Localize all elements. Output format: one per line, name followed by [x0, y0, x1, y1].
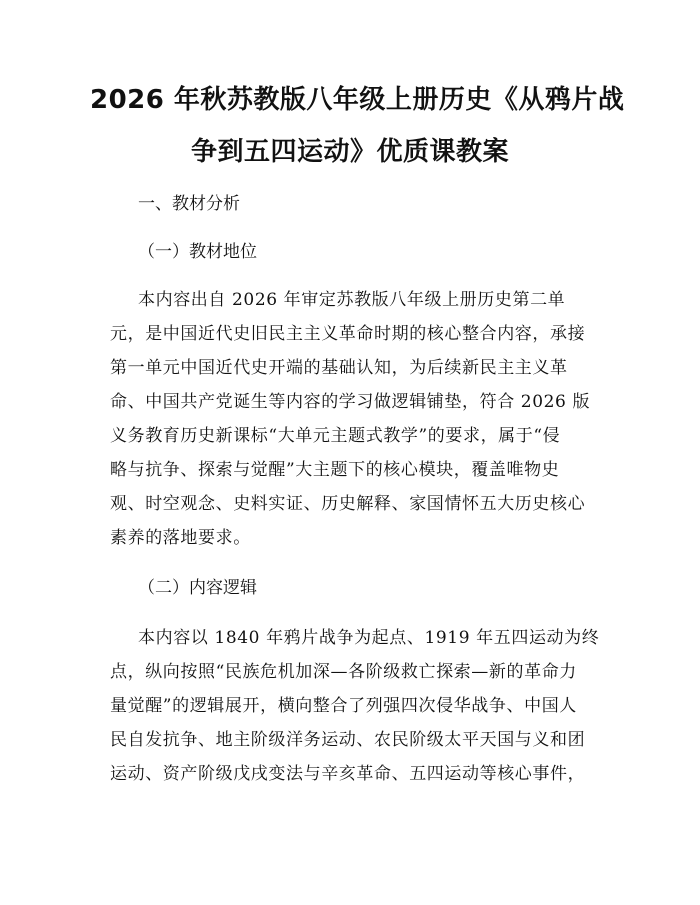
- paragraph-line: 命、中国共产党诞生等内容的学习做逻辑铺垫，符合 2026 版: [110, 392, 591, 412]
- paragraph-line: 第一单元中国近代史开端的基础认知，为后续新民主主义革: [110, 358, 568, 378]
- subsection-heading-textbook-status: （一）教材地位: [138, 242, 257, 262]
- paragraph-line: 本内容出自 2026 年审定苏教版八年级上册历史第二单: [138, 290, 566, 310]
- paragraph-line: 本内容以 1840 年鸦片战争为起点、1919 年五四运动为终: [138, 628, 600, 648]
- paragraph-line: 民自发抗争、地主阶级洋务运动、农民阶级太平天国与义和团: [110, 730, 586, 750]
- paragraph-line: 观、时空观念、史料实证、历史解释、家国情怀五大历史核心: [110, 494, 586, 514]
- subsection-heading-content-logic: （二）内容逻辑: [138, 578, 257, 598]
- paragraph-line: 义务教育历史新课标“大单元主题式教学”的要求，属于“侵: [110, 426, 561, 446]
- paragraph-line: 点，纵向按照“民族危机加深—各阶级救亡探索—新的革命力: [110, 662, 577, 682]
- document-title-line-2: 争到五四运动》优质课教案: [190, 137, 509, 167]
- paragraph-line: 运动、资产阶级戊戌变法与辛亥革命、五四运动等核心事件，: [110, 764, 586, 784]
- paragraph-line: 素养的落地要求。: [110, 528, 251, 548]
- document-title-line-1: 2026 年秋苏教版八年级上册历史《从鸦片战: [90, 85, 625, 115]
- paragraph-line: 元，是中国近代史旧民主主义革命时期的核心整合内容，承接: [110, 324, 586, 344]
- paragraph-line: 量觉醒”的逻辑展开，横向整合了列强四次侵华战争、中国人: [110, 696, 577, 716]
- section-heading-textbook-analysis: 一、教材分析: [138, 194, 240, 214]
- paragraph-line: 略与抗争、探索与觉醒”大主题下的核心模块，覆盖唯物史: [110, 460, 560, 480]
